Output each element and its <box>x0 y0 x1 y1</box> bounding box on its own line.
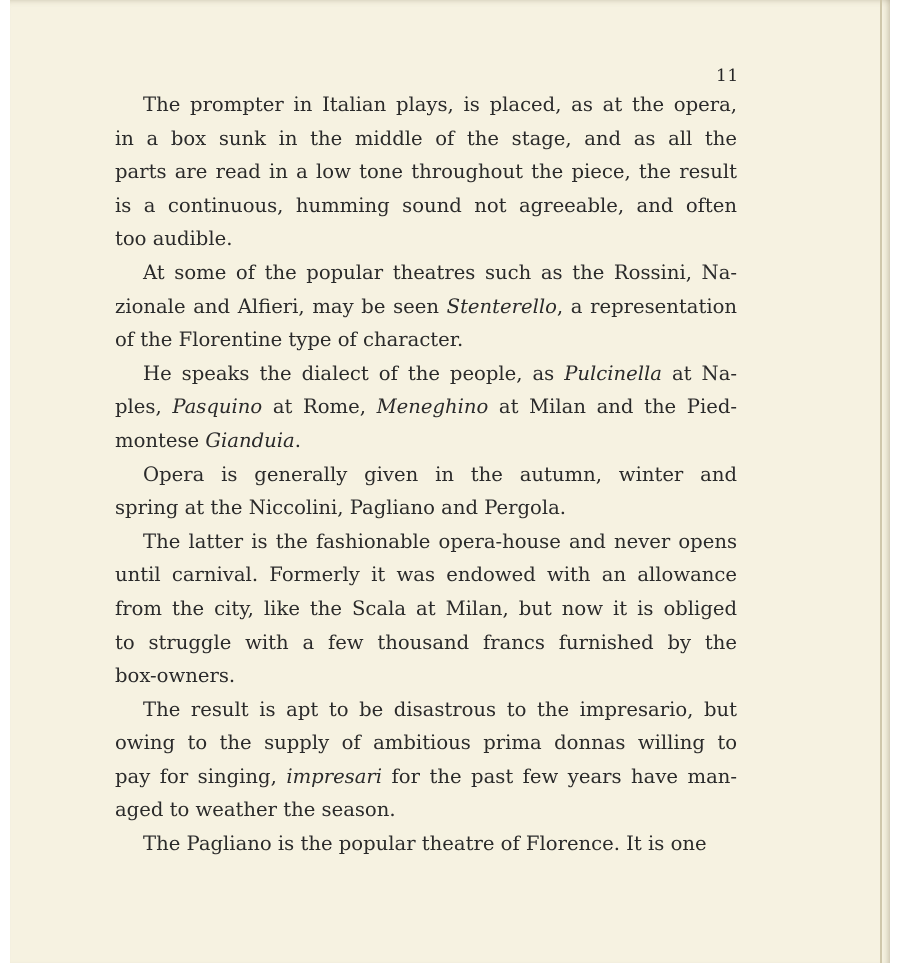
text-line: until carnival. Formerly it was endowed with an allowance <box>115 563 737 587</box>
text-line: montese Gianduia. <box>115 428 301 452</box>
book-page <box>10 0 890 963</box>
text-line: The result is apt to be disastrous to the impresario, but <box>143 697 737 721</box>
paragraph-prompter <box>89 88 737 256</box>
page-number: 11 <box>716 66 739 86</box>
text-line: from the city, like the Scala at Milan, but now it is obliged <box>115 596 737 620</box>
italic-term: impresari <box>286 764 383 788</box>
paragraph-pagliano <box>89 827 737 861</box>
text-line: in a box sunk in the middle of the stage, and as all the <box>115 126 737 150</box>
italic-term: Pasquino <box>172 395 263 419</box>
text-line: The Pagliano is the popular theatre of Florence. It is one <box>143 832 707 856</box>
paragraph-impresario <box>89 693 737 827</box>
text-line: He speaks the dialect of the people, as Pulcinella at Na- <box>143 361 737 385</box>
italic-term: Pulcinella <box>564 361 662 385</box>
text-line: parts are read in a low tone throughout the piece, the result <box>115 160 737 184</box>
text-line: too audible. <box>115 227 233 251</box>
text-line: Opera is generally given in the autumn, winter and <box>143 462 737 486</box>
text-line: The latter is the fashionable opera-house and never opens <box>143 529 737 553</box>
text-line: of the Florentine type of character. <box>115 328 464 352</box>
italic-term: Gianduia <box>205 428 295 452</box>
paragraph-opera <box>89 458 737 525</box>
text-line: aged to weather the season. <box>115 798 396 822</box>
text-line: box-owners. <box>115 664 236 688</box>
text-line: owing to the supply of ambitious prima donnas willing to <box>115 731 737 755</box>
paragraph-dialect <box>89 357 737 458</box>
body-text <box>89 88 737 861</box>
italic-term: Stenterello <box>446 294 557 318</box>
text-line: ples, Pasquino at Rome, Meneghino at Milan and the Pied- <box>115 395 737 419</box>
italic-term: Meneghino <box>376 395 489 419</box>
text-line: is a continuous, humming sound not agreeable, and often <box>115 193 737 217</box>
text-line: At some of the popular theatres such as the Rossini, Na- <box>143 260 737 284</box>
text-line: spring at the Niccolini, Pagliano and Pergola. <box>115 496 566 520</box>
paragraph-pergola <box>89 525 737 693</box>
text-line: pay for singing, impresari for the past few years have man- <box>115 764 737 788</box>
text-line: The prompter in Italian plays, is placed, as at the opera, <box>143 93 737 116</box>
paragraph-stenterello <box>89 256 737 357</box>
text-line: zionale and Alfieri, may be seen Stenterello, a representation <box>115 294 737 318</box>
text-line: to struggle with a few thousand francs furnished by the <box>115 630 737 654</box>
page-edge <box>880 0 882 963</box>
